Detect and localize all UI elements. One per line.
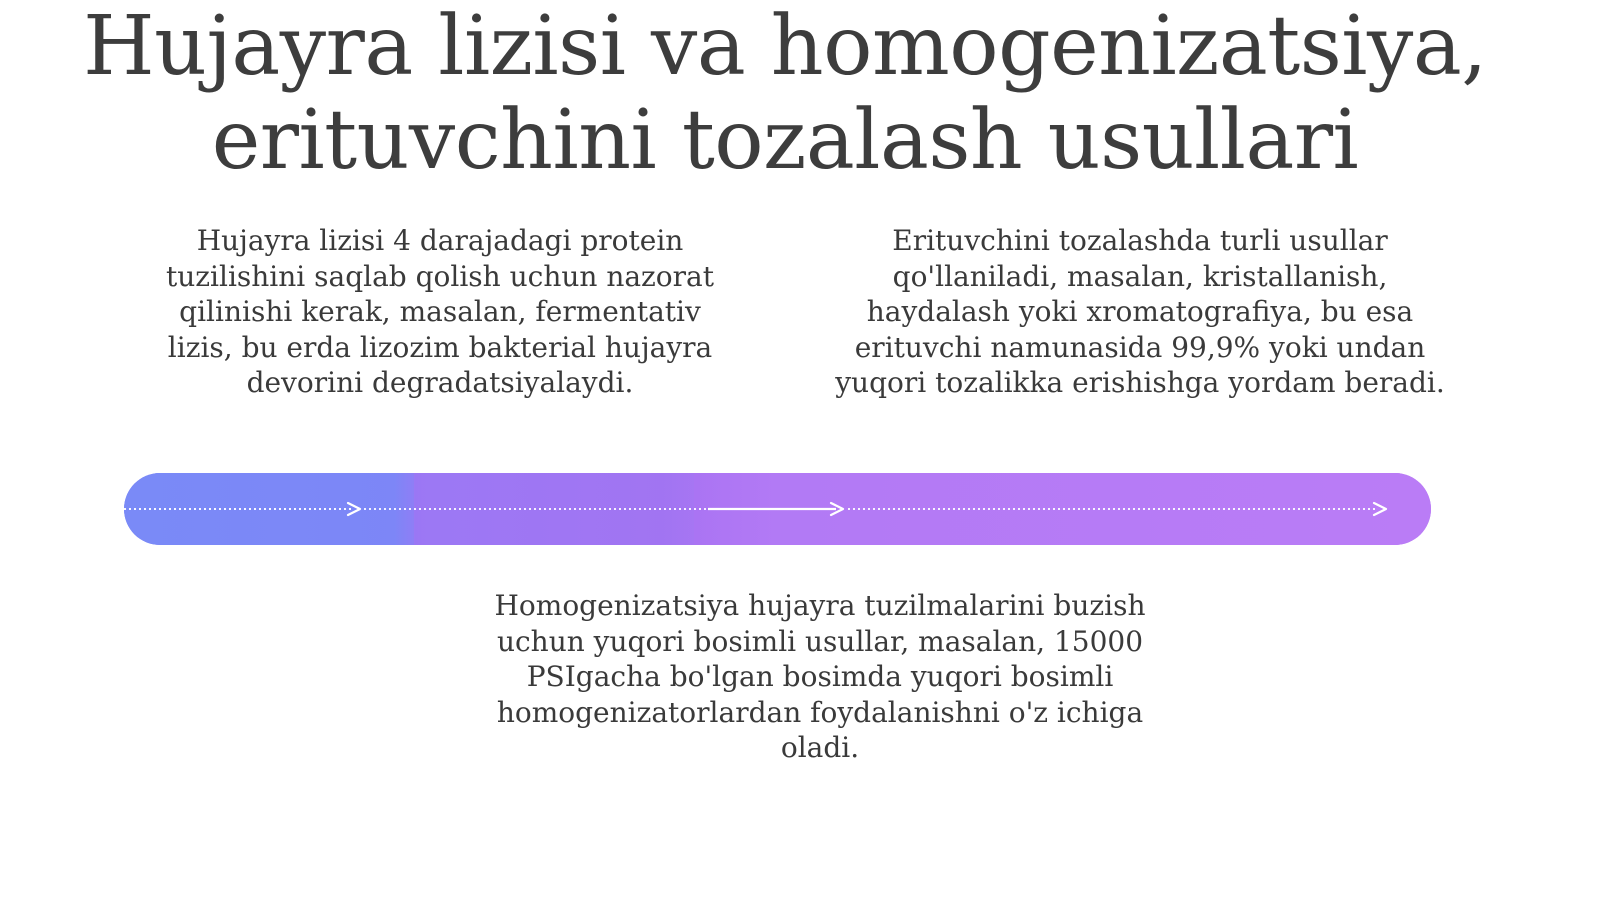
text-line: haydalash yoki xromatografiya, bu esa (866, 295, 1414, 328)
text-line: oladi. (780, 731, 860, 764)
text-line: tuzilishini saqlab qolish uchun nazorat (166, 259, 714, 293)
text-line: PSIgacha bo'lgan bosimda yuqori bosimli (526, 660, 1114, 693)
title-line-2: erituvchini tozalash usullari (211, 93, 1359, 188)
arrow-right-icon (1374, 503, 1386, 515)
text-line: qilinishi kerak, masalan, fermentativ (179, 295, 701, 328)
text-line: qo'llaniladi, masalan, kristallanish, (892, 259, 1388, 293)
text-line: homogenizatorlardan foydalanishni o'z ichiga (496, 695, 1144, 729)
text-line: Homogenizatsiya hujayra tuzilmalarini buzish (494, 589, 1146, 622)
text-line: uchun yuqori bosimli usullar, masalan, 15000 (496, 624, 1144, 658)
title-line-1: Hujayra lizisi va homogenizatsiya, (83, 0, 1487, 94)
text-line: lizis, bu erda lizozim bakterial hujayra (167, 330, 713, 364)
text-line: Erituvchini tozalashda turli usullar (892, 224, 1388, 257)
text-line: Hujayra lizisi 4 darajadagi protein (196, 224, 684, 257)
text-line: erituvchi namunasida 99,9% yoki undan (854, 330, 1426, 364)
timeline-lines (124, 473, 1431, 545)
homogenization-description (470, 588, 1170, 766)
page-title (0, 0, 1570, 188)
text-line: devorini degradatsiyalaydi. (246, 366, 634, 399)
timeline (124, 473, 1431, 545)
text-line: yuqori tozalikka erishishga yordam beradi. (835, 366, 1445, 399)
solvent-purification-description (820, 223, 1460, 401)
cell-lysis-description (140, 223, 740, 401)
